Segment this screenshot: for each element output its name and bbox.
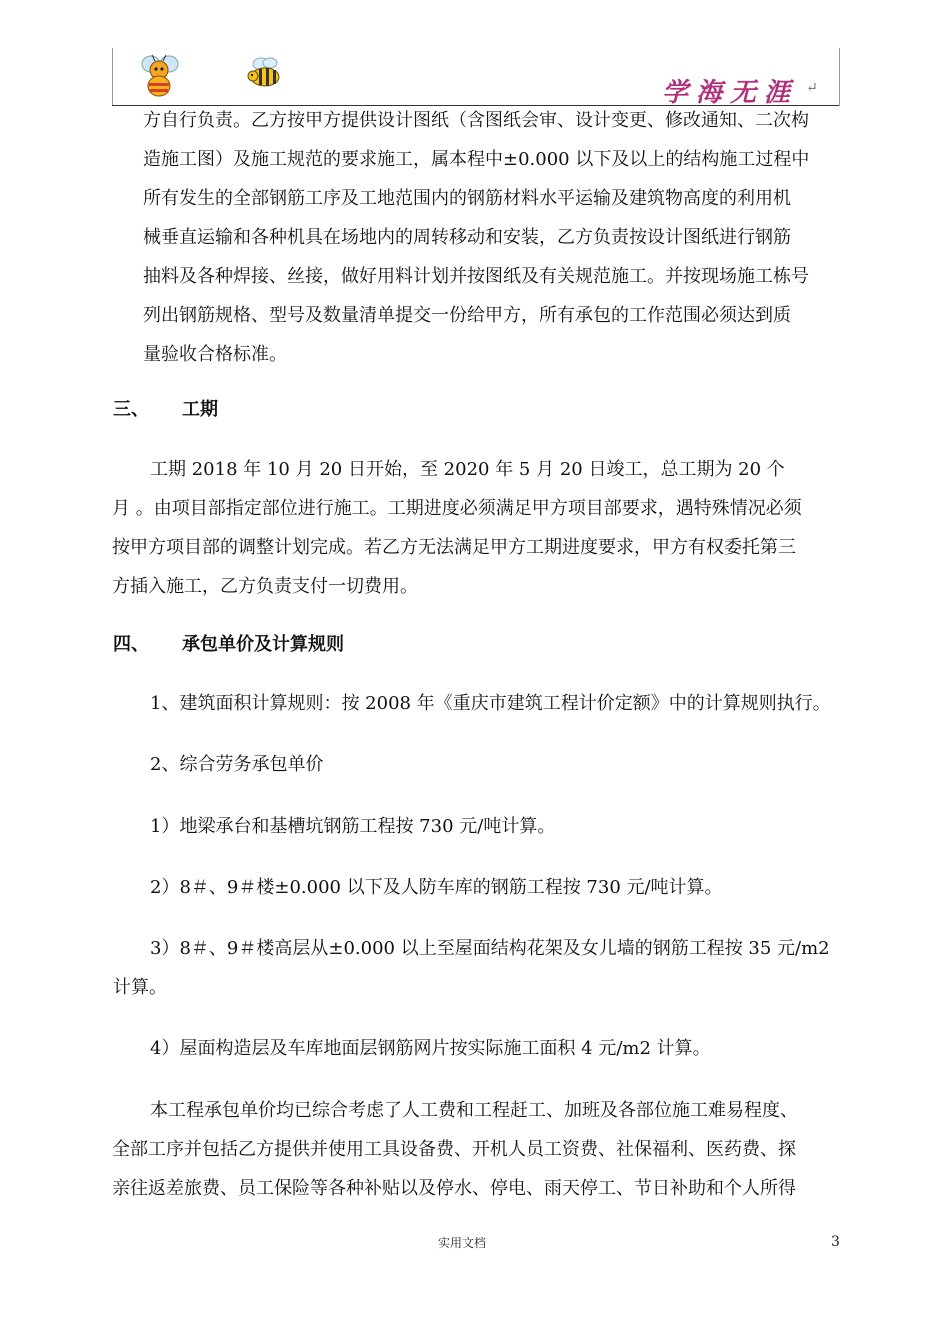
text-line: 方自行负责。乙方按甲方提供设计图纸（含图纸会审、设计变更、修改通知、二次构 [143, 110, 809, 131]
text-line: 按甲方项目部的调整计划完成。若乙方无法满足甲方工期进度要求，甲方有权委托第三 [112, 537, 796, 558]
cartoon-bee-icon [135, 52, 183, 98]
text-line: 械垂直运输和各种机具在场地内的周转移动和安装，乙方负责按设计图纸进行钢筋 [143, 227, 791, 248]
rule-item-1: 1、建筑面积计算规则：按 2008 年《重庆市建筑工程计价定额》中的计算规则执行。 [150, 693, 831, 714]
text-line: 全部工序并包括乙方提供并使用工具设备费、开机人员工资费、社保福利、医药费、探 [112, 1139, 796, 1160]
page-number: 3 [831, 1234, 840, 1250]
rule-item-2: 2、综合劳务承包单价 [150, 754, 324, 775]
text-line: 方插入施工，乙方负责支付一切费用。 [112, 576, 418, 597]
price-item-2: 2）8＃、9＃楼±0.000 以下及人防车库的钢筋工程按 730 元/吨计算。 [150, 877, 723, 898]
price-item-1: 1）地梁承台和基槽坑钢筋工程按 730 元/吨计算。 [150, 816, 556, 837]
text-line: 工期 2018 年 10 月 20 日开始，至 2020 年 5 月 20 日竣工，总工期为 20 个 [150, 459, 785, 480]
text-line: 所有发生的全部钢筋工序及工地范围内的钢筋材料水平运输及建筑物高度的利用机 [143, 188, 791, 209]
pricing-scope-paragraph [112, 1091, 840, 1208]
paragraph-mark-icon: ↵ [806, 80, 818, 96]
text-line: 抽料及各种焊接、丝接，做好用料计划并按图纸及有关规范施工。并按现场施工栋号 [143, 266, 809, 287]
text-line: 月 。由项目部指定部位进行施工。工期进度必须满足甲方项目部要求，遇特殊情况必须 [112, 498, 802, 519]
text-line: 亲往返差旅费、员工保险等各种补贴以及停水、停电、雨天停工、节日补助和个人所得 [112, 1178, 796, 1199]
text-line: 造施工图）及施工规范的要求施工，属本程中±0.000 以下及以上的结构施工过程中 [143, 149, 810, 170]
section3-schedule-paragraph [112, 450, 840, 606]
price-item-3-continued: 计算。 [113, 977, 167, 998]
text-line: 列出钢筋规格、型号及数量清单提交一份给甲方，所有承包的工作范围必须达到质 [143, 305, 791, 326]
footer-label: 实用文档 [438, 1236, 487, 1250]
section2-scope-paragraph [143, 101, 840, 374]
price-item-3: 3）8＃、9＃楼高层从±0.000 以上至屋面结构花架及女儿墙的钢筋工程按 35 元/m2 [150, 938, 830, 959]
text-line: 本工程承包单价均已综合考虑了人工费和工程赶工、加班及各部位施工难易程度、 [150, 1100, 798, 1121]
section4-number: 四、 [113, 634, 149, 655]
section4-title: 承包单价及计算规则 [182, 634, 344, 655]
text-line: 量验收合格标准。 [143, 344, 287, 365]
header-motto: 学海无涯 [662, 78, 799, 108]
flying-bee-icon [243, 56, 285, 90]
price-item-4: 4）屋面构造层及车库地面层钢筋网片按实际施工面积 4 元/m2 计算。 [150, 1038, 711, 1059]
section3-number: 三、 [113, 399, 149, 420]
section3-title: 工期 [182, 399, 218, 420]
